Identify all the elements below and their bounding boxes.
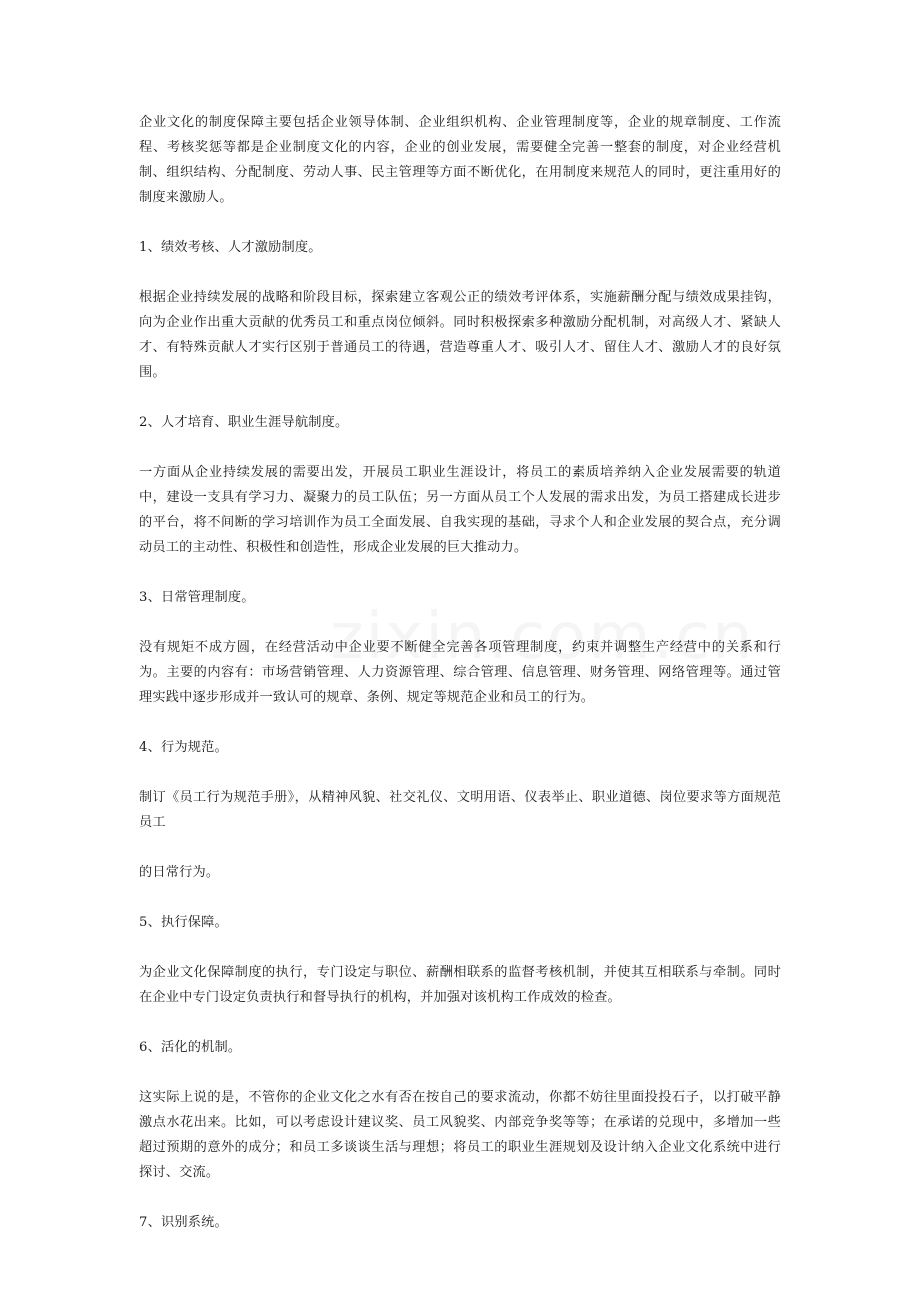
section-heading-7: 7、识别系统。 [139, 1215, 228, 1230]
section-heading-6: 6、活化的机制。 [139, 1040, 242, 1055]
intro-paragraph: 企业文化的制度保障主要包括企业领导体制、企业组织机构、企业管理制度等，企业的规章制度、工作流程、考核奖惩等都是企业制度文化的内容，企业的创业发展，需要健全完善一整套的制度，对企业经营机制、组织结构、分配制度、劳动人事、民主管理等方面不断优化，在用制度来规范人的同时，更注重用好的制度来激励人。 [139, 115, 781, 205]
section-body-5: 为企业文化保障制度的执行，专门设定与职位、薪酬相联系的监督考核机制，并使其互相联系与牵制。同时在企业中专门设定负责执行和督导执行的机构，并加强对该机构工作成效的检查。 [139, 965, 781, 1005]
section-body-3: 没有规矩不成方圆，在经营活动中企业要不断健全完善各项管理制度，约束并调整生产经营中的关系和行为。主要的内容有：市场营销管理、人力资源管理、综合管理、信息管理、财务管理、网络管理等。通过管理实践中逐步形成并一致认可的规章、条例、规定等规范企业和员工的行为。 [139, 640, 781, 705]
section-heading-5: 5、执行保障。 [139, 915, 228, 930]
document-body [139, 110, 781, 1260]
section-body-2: 一方面从企业持续发展的需要出发，开展员工职业生涯设计，将员工的素质培养纳入企业发展需要的轨道中，建设一支具有学习力、凝聚力的员工队伍；另一方面从员工个人发展的需求出发，为员工搭建成长进步的平台，将不间断的学习培训作为员工全面发展、自我实现的基础，寻求个人和企业发展的契合点，充分调动员工的主动性、积极性和创造性，形成企业发展的巨大推动力。 [139, 465, 781, 555]
section-body-1: 根据企业持续发展的战略和阶段目标，探索建立客观公正的绩效考评体系，实施薪酬分配与绩效成果挂钩，向为企业作出重大贡献的优秀员工和重点岗位倾斜。同时积极探索多种激励分配机制，对高级人才、紧缺人才、有特殊贡献人才实行区别于普通员工的待遇，营造尊重人才、吸引人才、留住人才、激励人才的良好氛围。 [139, 290, 781, 380]
section-heading-1: 1、绩效考核、人才激励制度。 [139, 240, 322, 255]
section-heading-2: 2、人才培育、职业生涯导航制度。 [139, 415, 349, 430]
section-body-4: 制订《员工行为规范手册》，从精神风貌、社交礼仪、文明用语、仪表举止、职业道德、岗位要求等方面规范员工 [139, 790, 781, 830]
section-heading-4: 4、行为规范。 [139, 740, 228, 755]
section-heading-3: 3、日常管理制度。 [139, 590, 255, 605]
section-body-4-continued: 的日常行为。 [139, 865, 220, 880]
section-body-6: 这实际上说的是，不管你的企业文化之水有否在按自己的要求流动，你都不妨往里面投投石子，以打破平静激点水花出来。比如，可以考虑设计建议奖、员工风貌奖、内部竞争奖等等；在承诺的兑现中，多增加一些超过预期的意外的成分；和员工多谈谈生活与理想；将员工的职业生涯规划及设计纳入企业文化系统中进行探讨、交流。 [139, 1090, 781, 1180]
